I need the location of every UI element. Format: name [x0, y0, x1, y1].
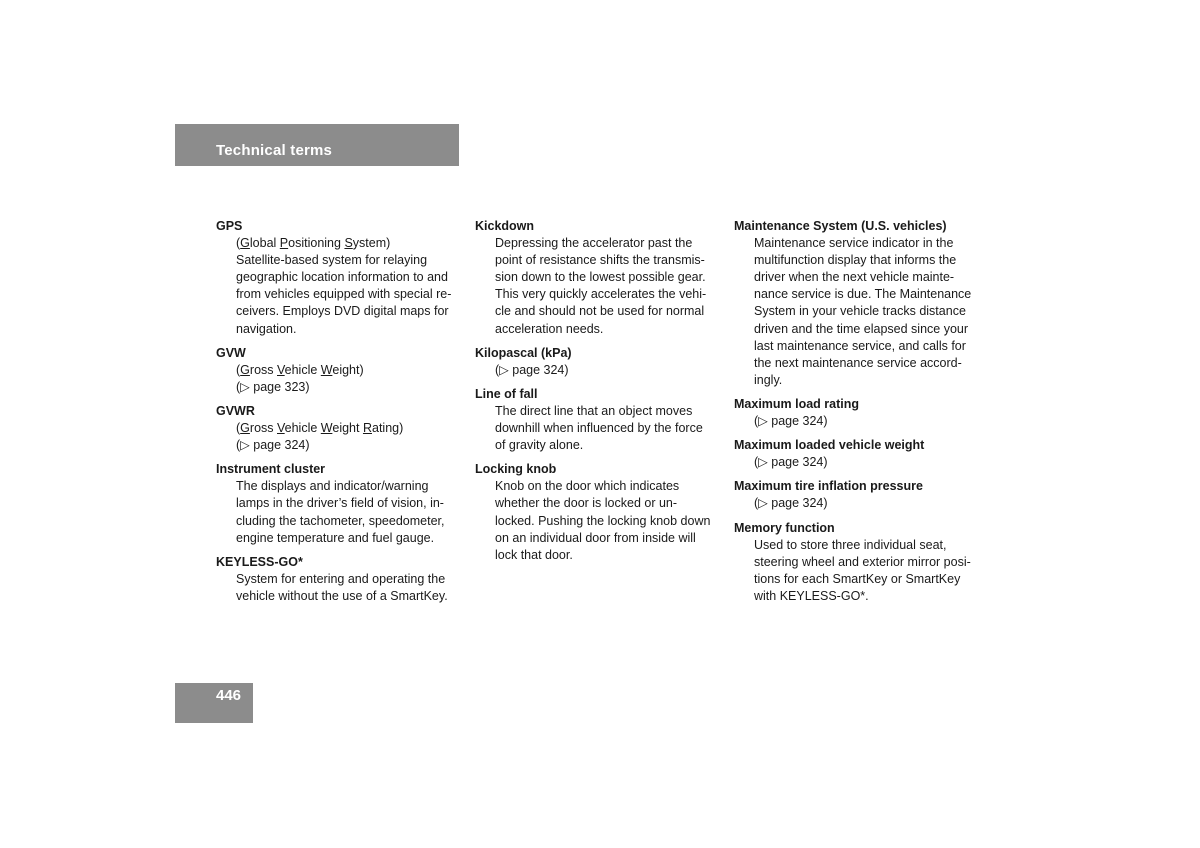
definition-line: the next maintenance service accord-: [754, 355, 962, 370]
definition-line: cle and should not be used for normal: [495, 304, 705, 319]
definition-line: multifunction display that informs the: [754, 253, 957, 268]
definition-line: steering wheel and exterior mirror posi-: [754, 554, 971, 569]
section-title: Technical terms: [216, 142, 333, 159]
glossary-column-3: [734, 218, 994, 612]
glossary-entry: [475, 461, 725, 564]
acronym-letter: R: [362, 421, 372, 436]
definition-line: nance service is due. The Maintenance: [754, 287, 972, 302]
definition-line: (▷ page 324): [495, 362, 569, 377]
definition-line: lock that door.: [495, 547, 573, 562]
definition-line: [216, 420, 466, 437]
definition-line: Knob on the door which indicates: [495, 479, 680, 494]
definition-line: navigation.: [236, 321, 297, 336]
definition-text: ross: [249, 421, 277, 436]
glossary-term: Maximum load rating: [734, 396, 860, 411]
glossary-entry: [734, 218, 994, 389]
definition-text: ross: [249, 362, 277, 377]
definition-line: System for entering and operating the: [236, 571, 446, 586]
definition-line: The displays and indicator/warning: [236, 479, 429, 494]
glossary-term: Maintenance System (U.S. vehicles): [734, 219, 947, 233]
definition-line: (▷ page 324): [754, 455, 828, 470]
definition-text: eight): [332, 362, 364, 377]
acronym-letter: G: [240, 421, 250, 436]
glossary-entry: [734, 437, 994, 471]
glossary-term: KEYLESS-GO*: [216, 554, 303, 569]
definition-line: tions for each SmartKey or SmartKey: [754, 571, 961, 586]
definition-line: [216, 362, 466, 379]
acronym-letter: P: [279, 236, 289, 251]
glossary-entry: [216, 218, 466, 338]
definition-line: Maintenance service indicator in the: [754, 236, 954, 251]
glossary-term: Maximum tire inflation pressure: [734, 479, 923, 494]
definition-line: of gravity alone.: [495, 438, 584, 453]
page-number-box: [175, 683, 253, 723]
glossary-term: Locking knob: [475, 462, 557, 477]
glossary-term: GVW: [216, 345, 246, 360]
definition-text: ehicle: [284, 362, 321, 377]
glossary-entry: [216, 554, 466, 605]
glossary-term: Kilopascal (kPa): [475, 345, 572, 360]
definition-text: ositioning: [288, 236, 345, 251]
glossary-term: Line of fall: [475, 386, 538, 401]
acronym-letter: V: [277, 362, 285, 377]
definition-line: driver when the next vehicle mainte-: [754, 270, 955, 285]
glossary-entry: [734, 396, 994, 430]
glossary-entry: [475, 218, 725, 338]
definition-line: locked. Pushing the locking knob down: [495, 513, 711, 528]
definition-line: vehicle without the use of a SmartKey.: [236, 588, 448, 603]
glossary-entry: [734, 520, 994, 605]
definition-line: downhill when influenced by the force: [495, 421, 703, 436]
definition-text: ating): [372, 421, 404, 436]
definition-line: from vehicles equipped with special re-: [236, 287, 452, 302]
section-header-bar: [175, 124, 459, 166]
definition-line: engine temperature and fuel gauge.: [236, 530, 435, 545]
glossary-column-2: [475, 218, 725, 571]
definition-line: geographic location information to and: [236, 270, 448, 285]
definition-line: Depressing the accelerator past the: [495, 236, 693, 251]
definition-line: (▷ page 324): [754, 496, 828, 511]
glossary-column-1: [216, 218, 466, 612]
definition-line: sion down to the lowest possible gear.: [495, 270, 706, 285]
acronym-letter: V: [277, 421, 285, 436]
acronym-letter: G: [240, 236, 250, 251]
glossary-entry: [216, 345, 466, 396]
glossary-entry: [216, 403, 466, 454]
glossary-term: Memory function: [734, 520, 835, 535]
definition-text: (: [236, 421, 241, 436]
acronym-letter: W: [320, 421, 333, 436]
definition-line: last maintenance service, and calls for: [754, 338, 966, 353]
glossary-entry: [216, 461, 466, 546]
definition-text: (: [236, 362, 241, 377]
definition-text: lobal: [249, 236, 280, 251]
definition-line: (▷ page 324): [236, 438, 310, 453]
definition-text: (: [236, 236, 241, 251]
page-number: 446: [216, 687, 242, 704]
definition-line: Satellite-based system for relaying: [236, 253, 428, 268]
definition-line: lamps in the driver’s field of vision, in-: [236, 496, 444, 511]
glossary-term: Instrument cluster: [216, 462, 326, 477]
acronym-letter: W: [320, 362, 333, 377]
glossary-entry: [475, 345, 725, 379]
definition-line: ceivers. Employs DVD digital maps for: [236, 304, 449, 319]
definition-line: whether the door is locked or un-: [495, 496, 678, 511]
definition-text: ehicle: [284, 421, 321, 436]
definition-line: ingly.: [754, 372, 783, 387]
glossary-term: Maximum loaded vehicle weight: [734, 438, 925, 453]
acronym-letter: S: [344, 236, 353, 251]
definition-line: acceleration needs.: [495, 321, 604, 336]
definition-line: This very quickly accelerates the vehi-: [495, 287, 707, 302]
definition-line: with KEYLESS-GO*.: [754, 588, 869, 603]
definition-line: System in your vehicle tracks distance: [754, 304, 966, 319]
definition-line: [216, 235, 466, 252]
acronym-letter: G: [240, 362, 250, 377]
definition-line: The direct line that an object moves: [495, 403, 693, 418]
definition-text: ystem): [352, 236, 391, 251]
definition-line: driven and the time elapsed since your: [754, 321, 969, 336]
definition-line: on an individual door from inside will: [495, 530, 696, 545]
glossary-term: GVWR: [216, 403, 255, 418]
definition-line: point of resistance shifts the transmis-: [495, 253, 705, 268]
definition-line: cluding the tachometer, speedometer,: [236, 513, 445, 528]
glossary-term: GPS: [216, 219, 243, 233]
glossary-entry: [734, 478, 994, 512]
definition-text: eight: [332, 421, 363, 436]
definition-line: (▷ page 323): [236, 379, 310, 394]
definition-line: Used to store three individual seat,: [754, 537, 947, 552]
definition-line: (▷ page 324): [754, 414, 828, 429]
glossary-entry: [475, 386, 725, 454]
glossary-term: Kickdown: [475, 219, 535, 233]
